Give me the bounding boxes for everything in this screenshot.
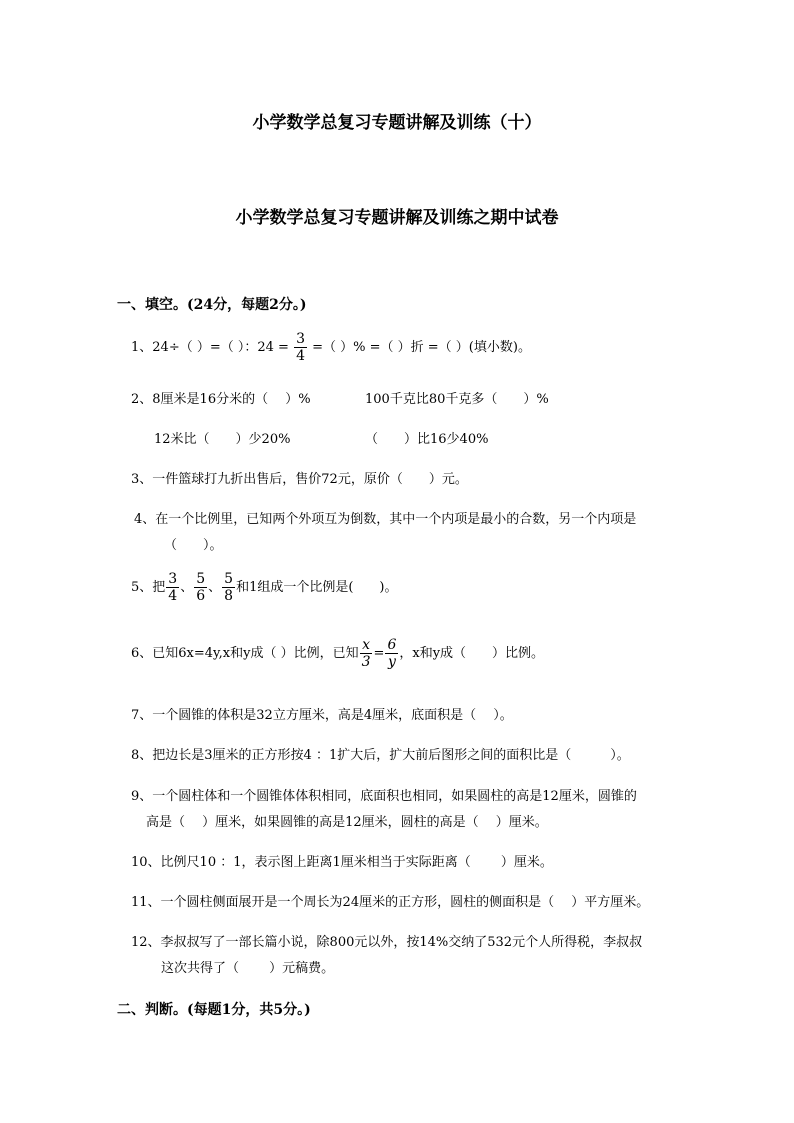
question-6 xyxy=(131,636,544,672)
separator: 、 xyxy=(180,580,194,595)
fraction-numerator: 5 xyxy=(224,571,234,587)
document-title: 小学数学总复习专题讲解及训练（十） xyxy=(252,113,542,133)
question-8: 8、把边长是3厘米的正方形按4 ：1扩大后，扩大前后图形之间的面积比是（ ）。 xyxy=(131,748,630,763)
fraction-5-6 xyxy=(194,572,207,603)
question-5-prefix: 5、把 xyxy=(131,580,166,595)
section-fill-in-heading: 一、填空。(24分，每题2分。) xyxy=(117,297,307,313)
question-4-line-2: （ ）。 xyxy=(164,538,223,553)
question-6-suffix: ，x和y成（ ）比例。 xyxy=(399,646,545,661)
question-11: 11、一个圆柱侧面展开是一个周长为24厘米的正方形，圆柱的侧面积是（ ）平方厘米。 xyxy=(131,895,650,910)
equals-sign: = xyxy=(373,646,385,661)
question-6-prefix: 6、已知6x=4y,x和y成（ ）比例，已知 xyxy=(131,646,359,661)
fraction-3-4 xyxy=(166,572,179,603)
fraction-numerator: 5 xyxy=(196,571,206,587)
question-2-line-1a: 2、8厘米是16分米的（ ）% xyxy=(131,392,311,407)
document-subtitle: 小学数学总复习专题讲解及训练之期中试卷 xyxy=(235,208,559,228)
question-4-line-1: 4、在一个比例里，已知两个外项互为倒数，其中一个内项是最小的合数，另一个内项是 xyxy=(134,512,637,527)
fraction-numerator: 3 xyxy=(296,331,305,347)
question-7: 7、一个圆锥的体积是32立方厘米，高是4厘米，底面积是（ ）。 xyxy=(131,708,513,723)
fraction-3-4 xyxy=(294,332,307,363)
question-12-line-1: 12、李叔叔写了一部长篇小说，除800元以外，按14%交纳了532元个人所得税，李叔叔 xyxy=(131,935,643,950)
question-2-line-2b: （ ）比16少40% xyxy=(365,432,489,447)
fraction-denominator: 3 xyxy=(361,654,371,670)
question-2-line-1b: 100千克比80千克多（ ）% xyxy=(365,392,549,407)
separator: 、 xyxy=(208,580,222,595)
question-2-line-2a: 12米比（ ）少20% xyxy=(154,432,291,447)
fraction-numerator: x xyxy=(362,637,371,653)
question-1-after: =（ ）% =（ ）折 =（ ）(填小数)。 xyxy=(307,340,531,355)
question-9-line-2: 高是（ ）厘米，如果圆锥的高是12厘米，圆柱的高是（ ）厘米。 xyxy=(146,815,548,830)
question-1 xyxy=(131,330,531,366)
fraction-x-3 xyxy=(360,638,373,669)
question-5-suffix: 和1组成一个比例是( )。 xyxy=(236,580,398,595)
fraction-denominator: 6 xyxy=(196,588,206,604)
fraction-numerator: 3 xyxy=(168,571,178,587)
fraction-denominator: y xyxy=(387,654,396,670)
fraction-5-8 xyxy=(222,572,235,603)
fraction-numerator: 6 xyxy=(387,637,397,653)
fraction-denominator: 4 xyxy=(168,588,178,604)
fraction-denominator: 4 xyxy=(296,348,305,364)
question-10: 10、比例尺10 ：1，表示图上距离1厘米相当于实际距离（ ）厘米。 xyxy=(131,855,553,870)
question-9-line-1: 9、一个圆柱体和一个圆锥体体积相同，底面积也相同，如果圆柱的高是12厘米，圆锥的 xyxy=(131,789,637,804)
fraction-denominator: 8 xyxy=(224,588,234,604)
question-3: 3、一件篮球打九折出售后，售价72元，原价（ ）元。 xyxy=(131,472,468,487)
fraction-6-y xyxy=(385,638,398,669)
question-12-line-2: 这次共得了（ ）元稿费。 xyxy=(161,961,335,976)
question-5 xyxy=(131,570,398,606)
section-true-false-heading: 二、判断。(每题1分，共5分。) xyxy=(117,1002,311,1018)
question-1-before: 1、24÷（ ）=（ ）：24 = xyxy=(131,340,294,355)
